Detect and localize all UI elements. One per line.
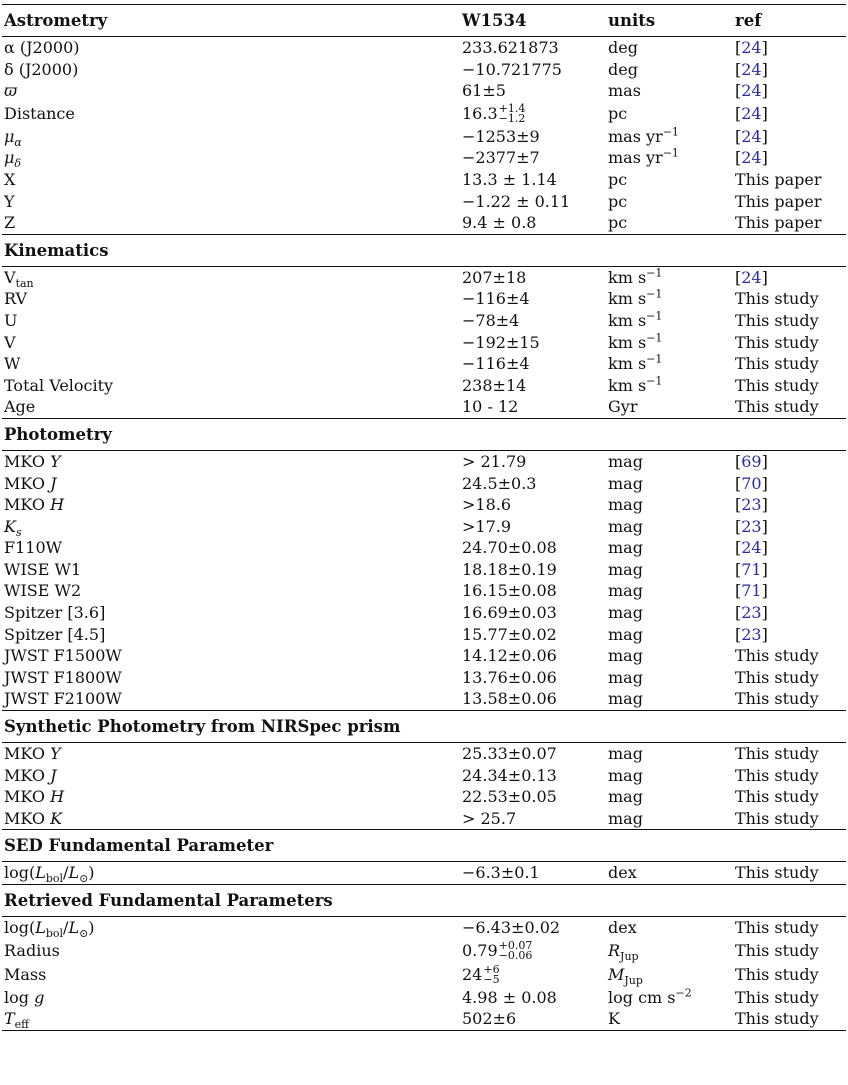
parameter-value: −1253±9 (462, 126, 540, 146)
parameter-value: 16.69±0.03 (462, 603, 557, 623)
parameter-units: mas $yr^{-1}$ (608, 147, 679, 168)
parameter-units: mag (608, 516, 643, 536)
parameter-ref: This study (735, 863, 819, 883)
parameter-value: 24.5±0.3 (462, 473, 537, 493)
parameter-units: dex (608, 918, 637, 937)
citation-link[interactable]: [24] (735, 81, 768, 101)
parameter-name: ϖ (4, 81, 18, 101)
parameter-value: −192±15 (462, 332, 540, 352)
table-row (2, 332, 846, 354)
table-row (2, 267, 846, 289)
parameter-units: mag (608, 646, 643, 666)
parameter-units: mas $yr^{-1}$ (608, 125, 679, 146)
parameter-units: km $s^{-1}$ (608, 309, 663, 330)
table-row (2, 396, 846, 418)
parameter-units: mag (608, 744, 643, 764)
parameter-value: 13.58±0.06 (462, 689, 557, 709)
table-row (2, 169, 846, 191)
section-header (2, 235, 846, 266)
table-row (2, 688, 846, 710)
parameter-ref: This study (735, 1009, 819, 1029)
parameter-value: 13.76±0.06 (462, 667, 557, 687)
parameter-name: RV (4, 289, 28, 309)
table-row (2, 147, 846, 169)
parameter-units: mag (608, 689, 643, 709)
parameter-units: km $s^{-1}$ (608, 266, 663, 287)
parameter-units: pc (608, 103, 628, 123)
table-row (2, 645, 846, 667)
parameter-name: α (J2000) (4, 38, 80, 57)
parameter-name: F110W (4, 538, 63, 558)
parameter-value: 16.3 +1.4 −1.2 (462, 102, 526, 126)
parameter-units: log cm $s^{-2}$ (608, 986, 692, 1007)
parameter-ref: This study (735, 987, 819, 1007)
table-row (2, 963, 846, 987)
table-row (2, 743, 846, 765)
parameter-ref: This paper (735, 169, 822, 189)
parameter-name: Mass (4, 964, 47, 984)
citation-link[interactable]: [70] (735, 473, 768, 493)
parameter-value: −116±4 (462, 354, 530, 374)
citation-link[interactable]: [24] (735, 103, 768, 123)
parameter-name: JWST F1500W (4, 646, 122, 666)
parameter-value: >18.6 (462, 495, 512, 515)
parameter-value: −6.3±0.1 (462, 863, 540, 883)
parameter-units: $R_{Jup}$ (608, 940, 639, 963)
column-header-ref: ref (735, 11, 762, 30)
table-row (2, 786, 846, 808)
parameter-name: Age (4, 397, 36, 417)
parameter-value: −1.22 ± 0.11 (462, 191, 571, 211)
parameter-name: MKO H (4, 787, 65, 807)
table-row (2, 494, 846, 516)
section-title: Photometry (4, 424, 112, 444)
parameter-name: $\log(L_{bol}/L_⊙)$ (4, 918, 95, 941)
section-title: Astrometry (4, 11, 108, 30)
parameter-table (2, 4, 846, 1031)
parameter-units: mag (608, 538, 643, 558)
section-title: Retrieved Fundamental Parameters (4, 891, 333, 910)
parameter-value: >17.9 (462, 516, 512, 536)
parameter-units: mag (608, 624, 643, 644)
parameter-ref: This study (735, 667, 819, 687)
parameter-value: 24.34±0.13 (462, 765, 557, 785)
parameter-units: mag (608, 765, 643, 785)
parameter-value: 0.79 +0.07 −0.06 (462, 939, 533, 963)
citation-link[interactable]: [24] (735, 59, 768, 79)
parameter-ref: This study (735, 397, 819, 417)
table-row (2, 59, 846, 81)
parameter-name: $V_{tan}$ (4, 267, 34, 290)
citation-link[interactable]: [24] (735, 148, 768, 168)
parameter-value: 14.12±0.06 (462, 646, 557, 666)
parameter-value: 10 - 12 (462, 397, 519, 417)
parameter-ref: This study (735, 289, 819, 309)
table-row (2, 126, 846, 148)
parameter-ref: This paper (735, 191, 822, 211)
parameter-value: 207±18 (462, 267, 527, 287)
parameter-name: MKO Y (4, 451, 61, 471)
citation-link[interactable]: [24] (735, 267, 768, 287)
parameter-name: δ (J2000) (4, 59, 79, 79)
column-header-units: units (608, 11, 656, 30)
parameter-name: $\mu_\delta$ (4, 148, 22, 171)
citation-link[interactable]: [24] (735, 126, 768, 146)
parameter-value: > 21.79 (462, 451, 527, 471)
table-row (2, 516, 846, 538)
table-row (2, 537, 846, 559)
parameter-name: MKO J (4, 765, 57, 785)
table-row (2, 559, 846, 581)
citation-link[interactable]: [71] (735, 581, 768, 601)
table-row (2, 191, 846, 213)
parameter-name: log g (4, 987, 45, 1007)
parameter-units: deg (608, 59, 638, 79)
parameter-name: MKO Y (4, 744, 61, 764)
table-row (2, 765, 846, 787)
parameter-units: mas (608, 81, 641, 101)
parameter-units: km $s^{-1}$ (608, 374, 663, 395)
table-row (2, 987, 846, 1009)
section-title: Synthetic Photometry from NIRSpec prism (4, 717, 401, 737)
table-row (2, 37, 846, 59)
parameter-name: X (4, 169, 16, 189)
section-title: SED Fundamental Parameter (4, 836, 274, 856)
table-row (2, 580, 846, 602)
parameter-units: deg (608, 38, 638, 57)
parameter-value: 238±14 (462, 375, 527, 395)
parameter-units: pc (608, 191, 628, 211)
citation-link[interactable]: [23] (735, 603, 768, 623)
column-header-value: W1534 (462, 11, 527, 30)
parameter-ref: This paper (735, 213, 822, 233)
parameter-ref: This study (735, 964, 819, 984)
parameter-name: MKO H (4, 495, 65, 515)
parameter-ref: This study (735, 808, 819, 828)
parameter-ref: This study (735, 940, 819, 960)
parameter-value: 13.3 ± 1.14 (462, 169, 557, 189)
parameter-ref: This study (735, 375, 819, 395)
parameter-value: 15.77±0.02 (462, 624, 557, 644)
parameter-units: mag (608, 451, 643, 471)
parameter-units: Gyr (608, 397, 638, 417)
table-row (2, 310, 846, 332)
parameter-value: 24.70±0.08 (462, 538, 557, 558)
parameter-name: V (4, 332, 16, 352)
parameter-ref: This study (735, 310, 819, 330)
parameter-value: 18.18±0.19 (462, 559, 557, 579)
table-row (2, 939, 846, 963)
parameter-units: mag (608, 495, 643, 515)
table-row (2, 862, 846, 884)
parameter-ref: This study (735, 332, 819, 352)
parameter-name: Y (4, 191, 15, 211)
table-row (2, 602, 846, 624)
citation-link[interactable]: [23] (735, 516, 768, 536)
parameter-name: Spitzer [4.5] (4, 624, 106, 644)
table-row (2, 102, 846, 126)
section-title: Kinematics (4, 240, 109, 260)
parameter-units: mag (608, 603, 643, 623)
table-row (2, 80, 846, 102)
parameter-units: pc (608, 169, 628, 189)
parameter-value: −78±4 (462, 310, 520, 330)
citation-link[interactable]: [23] (735, 624, 768, 644)
parameter-ref: This study (735, 918, 819, 937)
parameter-name: JWST F1800W (4, 667, 122, 687)
table-row (2, 353, 846, 375)
parameter-value: 9.4 ± 0.8 (462, 213, 537, 233)
parameter-value: 25.33±0.07 (462, 744, 557, 764)
parameter-name: WISE W1 (4, 559, 82, 579)
parameter-ref: This study (735, 787, 819, 807)
parameter-name: Z (4, 213, 16, 233)
parameter-name: Spitzer [3.6] (4, 603, 106, 623)
parameter-value: 233.621873 (462, 38, 559, 57)
parameter-value: −2377±7 (462, 148, 540, 168)
citation-link[interactable]: [24] (735, 38, 768, 57)
section-header (2, 885, 846, 916)
citation-link[interactable]: [71] (735, 559, 768, 579)
table-rule (2, 1030, 846, 1031)
parameter-units: km $s^{-1}$ (608, 352, 663, 374)
parameter-value: 502±6 (462, 1009, 517, 1029)
parameter-ref: This study (735, 765, 819, 785)
parameter-units: mag (608, 559, 643, 579)
table-row (2, 624, 846, 646)
parameter-units: mag (608, 667, 643, 687)
section-header (2, 419, 846, 450)
parameter-value: 16.15±0.08 (462, 581, 557, 601)
parameter-units: mag (608, 808, 643, 828)
parameter-units: mag (608, 787, 643, 807)
parameter-name: Radius (4, 940, 60, 960)
parameter-name: MKO J (4, 473, 57, 493)
table-row (2, 808, 846, 830)
parameter-value: 4.98 ± 0.08 (462, 987, 557, 1007)
section-header (2, 711, 846, 742)
parameter-name: $K_s$ (4, 516, 22, 539)
parameter-name: $\mu_\alpha$ (4, 126, 22, 149)
table-row (2, 473, 846, 495)
parameter-name: $\log(L_{bol}/L_⊙)$ (4, 863, 95, 886)
parameter-name: MKO K (4, 808, 63, 828)
citation-link[interactable]: [23] (735, 495, 768, 515)
parameter-name: Total Velocity (4, 375, 114, 395)
parameter-units: $M_{Jup}$ (608, 964, 643, 987)
table-row (2, 1008, 846, 1030)
parameter-value: −116±4 (462, 289, 530, 309)
section-header (2, 830, 846, 861)
parameter-value: −10.721775 (462, 59, 562, 79)
parameter-units: K (608, 1009, 620, 1029)
column-header-row (2, 5, 846, 36)
table-row (2, 212, 846, 234)
parameter-units: pc (608, 213, 628, 233)
parameter-name: Distance (4, 103, 75, 123)
table-row (2, 375, 846, 397)
parameter-units: mag (608, 581, 643, 601)
parameter-ref: This study (735, 689, 819, 709)
parameter-name: U (4, 310, 18, 330)
parameter-value: 61±5 (462, 81, 506, 101)
parameter-units: mag (608, 473, 643, 493)
table-row (2, 451, 846, 473)
table-row (2, 288, 846, 310)
parameter-units: km $s^{-1}$ (608, 288, 663, 309)
parameter-ref: This study (735, 744, 819, 764)
parameter-name: JWST F2100W (4, 689, 122, 709)
parameter-ref: This study (735, 646, 819, 666)
parameter-name: W (4, 354, 21, 374)
table-row (2, 917, 846, 939)
parameter-value: −6.43±0.02 (462, 918, 561, 937)
parameter-value: > 25.7 (462, 808, 517, 828)
parameter-units: dex (608, 863, 637, 883)
parameter-ref: This study (735, 354, 819, 374)
parameter-units: km $s^{-1}$ (608, 331, 663, 352)
citation-link[interactable]: [24] (735, 538, 768, 558)
parameter-name: WISE W2 (4, 581, 82, 601)
parameter-name: $T_{eff}$ (4, 1009, 29, 1032)
citation-link[interactable]: [69] (735, 451, 768, 471)
table-row (2, 667, 846, 689)
parameter-value: 22.53±0.05 (462, 787, 557, 807)
parameter-value: 24 +6 −5 (462, 963, 500, 987)
